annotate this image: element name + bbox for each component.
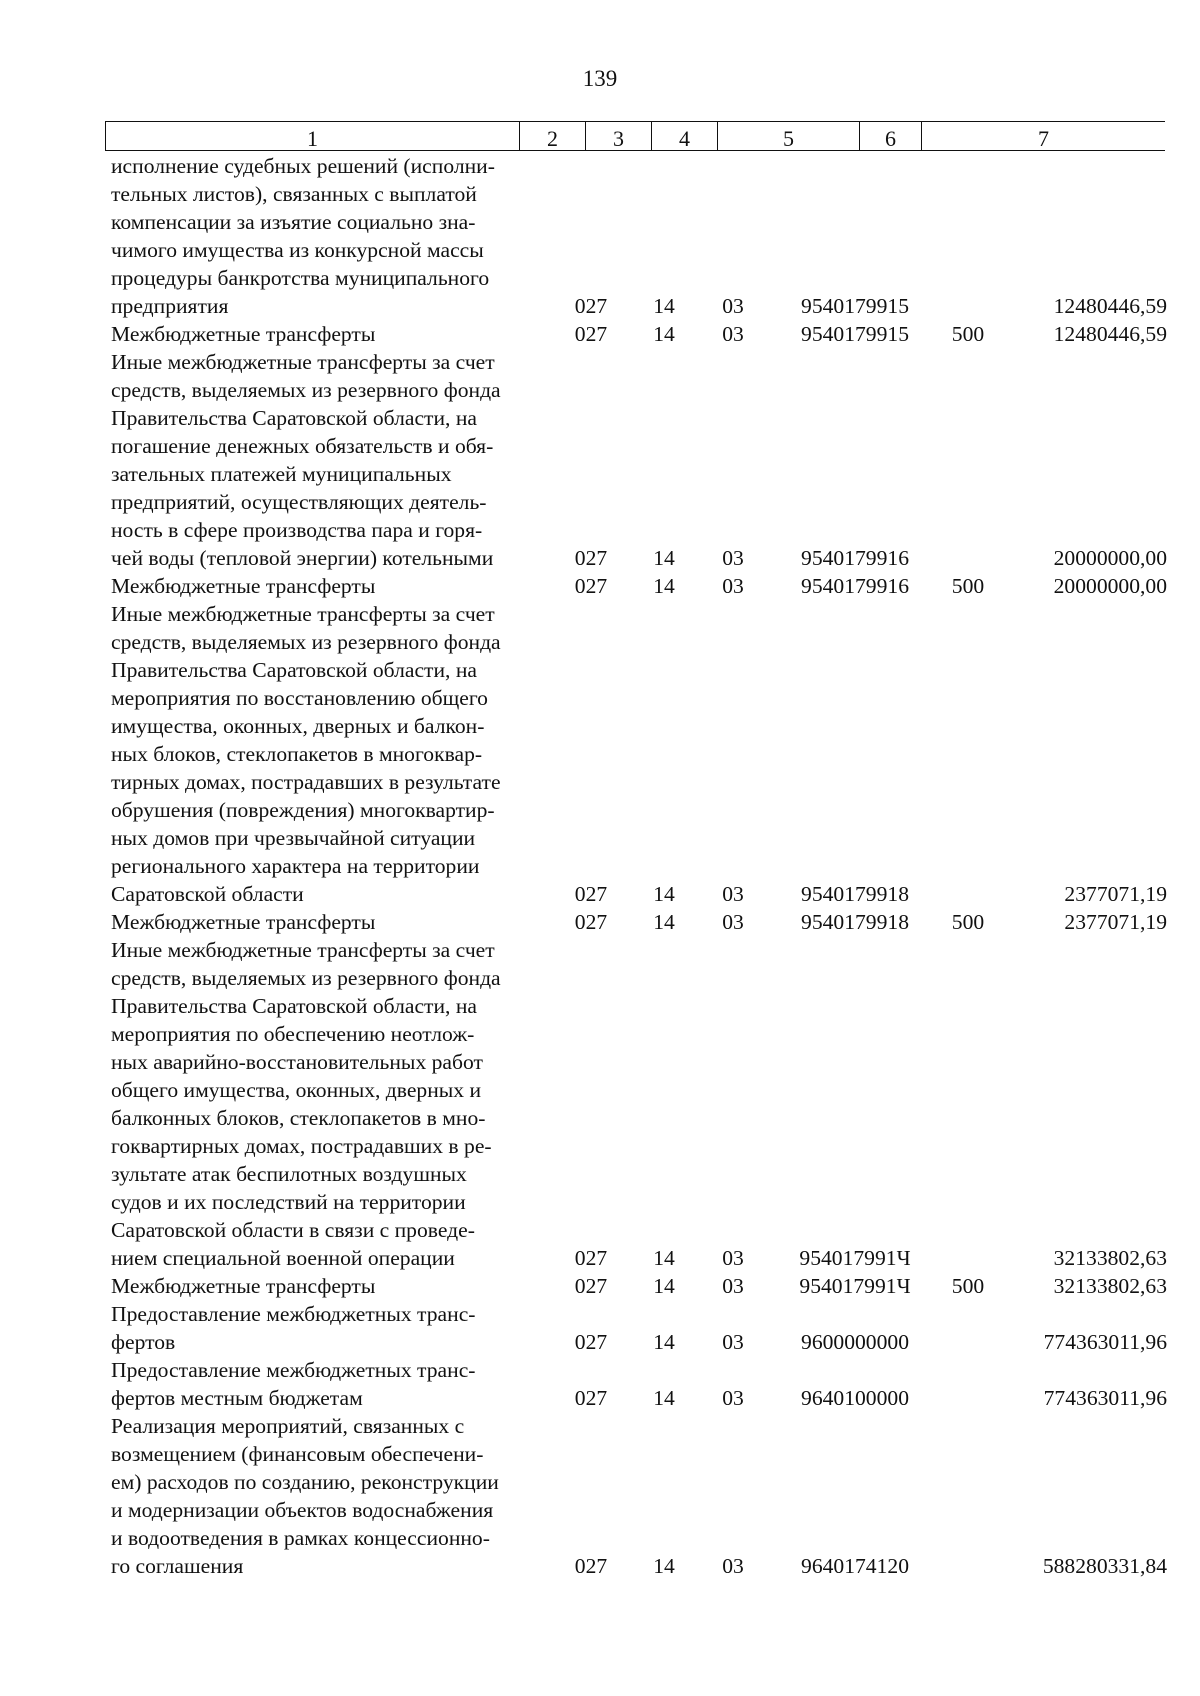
description-line: компенсации за изъятие социально зна-: [111, 210, 476, 234]
col-5-value: 9600000000: [801, 1330, 909, 1354]
description-line: ных блоков, стеклопакетов в многоквар-: [111, 742, 483, 766]
description-line: Межбюджетные трансферты: [111, 322, 376, 346]
description-line: Межбюджетные трансферты: [111, 1274, 376, 1298]
description-line: средств, выделяемых из резервного фонда: [111, 966, 501, 990]
description-line: го соглашения: [111, 1554, 244, 1578]
description-line: Иные межбюджетные трансферты за счет: [111, 938, 495, 962]
description-line: возмещением (финансовым обеспечени-: [111, 1442, 484, 1466]
col-7-value: 32133802,63: [1053, 1246, 1167, 1270]
description-line: судов и их последствий на территории: [111, 1190, 466, 1214]
description-line: чей воды (тепловой энергии) котельными: [111, 546, 494, 570]
col-5-value: 9540179916: [801, 574, 909, 598]
col-2-value: 027: [574, 1274, 608, 1298]
col-7-value: 20000000,00: [1053, 574, 1167, 598]
description-line: процедуры банкротства муниципального: [111, 266, 490, 290]
col-3-value: 14: [653, 1386, 675, 1410]
description-line: Саратовской области: [111, 882, 304, 906]
column-header-5: 5: [717, 121, 859, 151]
col-7-value: 32133802,63: [1053, 1274, 1167, 1298]
col-4-value: 03: [722, 574, 744, 598]
description-line: обрушения (повреждения) многоквартир-: [111, 798, 495, 822]
table-row: [0, 908, 1200, 936]
description-line: мероприятия по обеспечению неотлож-: [111, 1022, 475, 1046]
col-4-value: 03: [722, 1330, 744, 1354]
col-5-value: 9540179916: [801, 546, 909, 570]
description-line: Иные межбюджетные трансферты за счет: [111, 350, 495, 374]
description-line: зательных платежей муниципальных: [111, 462, 452, 486]
description-line: общего имущества, оконных, дверных и: [111, 1078, 482, 1102]
column-header-1: 1: [105, 121, 519, 151]
col-2-value: 027: [574, 1386, 608, 1410]
row-description: [111, 600, 549, 908]
description-line: регионального характера на территории: [111, 854, 480, 878]
row-values: [0, 880, 1200, 908]
col-2-value: 027: [574, 574, 608, 598]
col-2-value: 027: [574, 294, 608, 318]
col-4-value: 03: [722, 294, 744, 318]
row-values: [0, 1272, 1200, 1300]
col-3-value: 14: [653, 1554, 675, 1578]
column-header-3: 3: [585, 121, 651, 151]
col-5-value: 954017991Ч: [799, 1274, 911, 1298]
column-header-2: 2: [519, 121, 585, 151]
table-header: [105, 121, 1165, 151]
description-line: и водоотведения в рамках концессионно-: [111, 1526, 490, 1550]
col-3-value: 14: [653, 1246, 675, 1270]
col-3-value: 14: [653, 1274, 675, 1298]
col-7-value: 2377071,19: [1064, 882, 1167, 906]
description-line: Межбюджетные трансферты: [111, 574, 376, 598]
description-line: средств, выделяемых из резервного фонда: [111, 630, 501, 654]
col-5-value: 954017991Ч: [799, 1246, 911, 1270]
description-line: предприятий, осуществляющих деятель-: [111, 490, 487, 514]
description-line: Иные межбюджетные трансферты за счет: [111, 602, 495, 626]
description-line: предприятия: [111, 294, 229, 318]
table-row: [0, 1300, 1200, 1356]
row-values: [0, 320, 1200, 348]
description-line: Предоставление межбюджетных транс-: [111, 1302, 476, 1326]
description-line: и модернизации объектов водоснабжения: [111, 1498, 494, 1522]
row-values: [0, 1552, 1200, 1580]
table-body: [0, 152, 1200, 1580]
table-row: [0, 600, 1200, 908]
description-line: нием специальной военной операции: [111, 1246, 455, 1270]
description-line: тельных листов), связанных с выплатой: [111, 182, 477, 206]
column-header-6: 6: [859, 121, 921, 151]
col-3-value: 14: [653, 546, 675, 570]
col-5-value: 9640100000: [801, 1386, 909, 1410]
col-4-value: 03: [722, 322, 744, 346]
description-line: мероприятия по восстановлению общего: [111, 686, 488, 710]
col-4-value: 03: [722, 1386, 744, 1410]
description-line: ных домов при чрезвычайной ситуации: [111, 826, 476, 850]
table-row: [0, 572, 1200, 600]
col-6-value: 500: [951, 574, 985, 598]
col-2-value: 027: [574, 882, 608, 906]
col-5-value: 9540179915: [801, 294, 909, 318]
row-values: [0, 1384, 1200, 1412]
col-6-value: 500: [951, 1274, 985, 1298]
description-line: Правительства Саратовской области, на: [111, 658, 477, 682]
col-7-value: 588280331,84: [1042, 1554, 1167, 1578]
col-2-value: 027: [574, 546, 608, 570]
description-line: ем) расходов по созданию, реконструкции: [111, 1470, 499, 1494]
table-row: [0, 936, 1200, 1272]
col-5-value: 9540179918: [801, 882, 909, 906]
col-2-value: 027: [574, 1554, 608, 1578]
col-7-value: 774363011,96: [1043, 1330, 1167, 1354]
col-7-value: 12480446,59: [1053, 294, 1167, 318]
col-2-value: 027: [574, 1246, 608, 1270]
col-2-value: 027: [574, 910, 608, 934]
column-header-4: 4: [651, 121, 717, 151]
description-line: ных аварийно-восстановительных работ: [111, 1050, 483, 1074]
description-line: фертов местным бюджетам: [111, 1386, 363, 1410]
col-3-value: 14: [653, 322, 675, 346]
table-row: [0, 320, 1200, 348]
description-line: балконных блоков, стеклопакетов в мно-: [111, 1106, 486, 1130]
col-4-value: 03: [722, 1246, 744, 1270]
col-4-value: 03: [722, 1274, 744, 1298]
col-3-value: 14: [653, 1330, 675, 1354]
col-6-value: 500: [951, 322, 985, 346]
description-line: зультате атак беспилотных воздушных: [111, 1162, 467, 1186]
description-line: Реализация мероприятий, связанных с: [111, 1414, 465, 1438]
col-5-value: 9540179915: [801, 322, 909, 346]
row-values: [0, 908, 1200, 936]
col-7-value: 12480446,59: [1053, 322, 1167, 346]
col-6-value: 500: [951, 910, 985, 934]
description-line: фертов: [111, 1330, 176, 1354]
description-line: Правительства Саратовской области, на: [111, 406, 477, 430]
row-values: [0, 1244, 1200, 1272]
table-row: [0, 348, 1200, 572]
col-5-value: 9640174120: [801, 1554, 909, 1578]
col-3-value: 14: [653, 574, 675, 598]
description-line: средств, выделяемых из резервного фонда: [111, 378, 501, 402]
description-line: гоквартирных домах, пострадавших в ре-: [111, 1134, 492, 1158]
col-4-value: 03: [722, 546, 744, 570]
table-row: [0, 1356, 1200, 1412]
table-row: [0, 152, 1200, 320]
col-7-value: 774363011,96: [1043, 1386, 1167, 1410]
table-row: [0, 1412, 1200, 1580]
page-number: 139: [582, 66, 618, 91]
description-line: Правительства Саратовской области, на: [111, 994, 477, 1018]
description-line: Предоставление межбюджетных транс-: [111, 1358, 476, 1382]
col-3-value: 14: [653, 910, 675, 934]
description-line: тирных домах, пострадавших в результате: [111, 770, 501, 794]
description-line: исполнение судебных решений (исполни-: [111, 154, 495, 178]
description-line: имущества, оконных, дверных и балкон-: [111, 714, 485, 738]
col-3-value: 14: [653, 294, 675, 318]
col-3-value: 14: [653, 882, 675, 906]
col-2-value: 027: [574, 1330, 608, 1354]
description-line: Саратовской области в связи с проведе-: [111, 1218, 475, 1242]
description-line: ность в сфере производства пара и горя-: [111, 518, 483, 542]
column-header-7: 7: [921, 121, 1165, 151]
description-line: Межбюджетные трансферты: [111, 910, 376, 934]
col-2-value: 027: [574, 322, 608, 346]
row-values: [0, 292, 1200, 320]
row-values: [0, 544, 1200, 572]
row-description: [111, 348, 549, 572]
description-line: чимого имущества из конкурсной массы: [111, 238, 484, 262]
col-4-value: 03: [722, 910, 744, 934]
row-values: [0, 1328, 1200, 1356]
col-4-value: 03: [722, 882, 744, 906]
description-line: погашение денежных обязательств и обя-: [111, 434, 494, 458]
col-4-value: 03: [722, 1554, 744, 1578]
row-values: [0, 572, 1200, 600]
col-5-value: 9540179918: [801, 910, 909, 934]
col-7-value: 20000000,00: [1053, 546, 1167, 570]
row-description: [111, 936, 549, 1272]
table-row: [0, 1272, 1200, 1300]
col-7-value: 2377071,19: [1064, 910, 1167, 934]
